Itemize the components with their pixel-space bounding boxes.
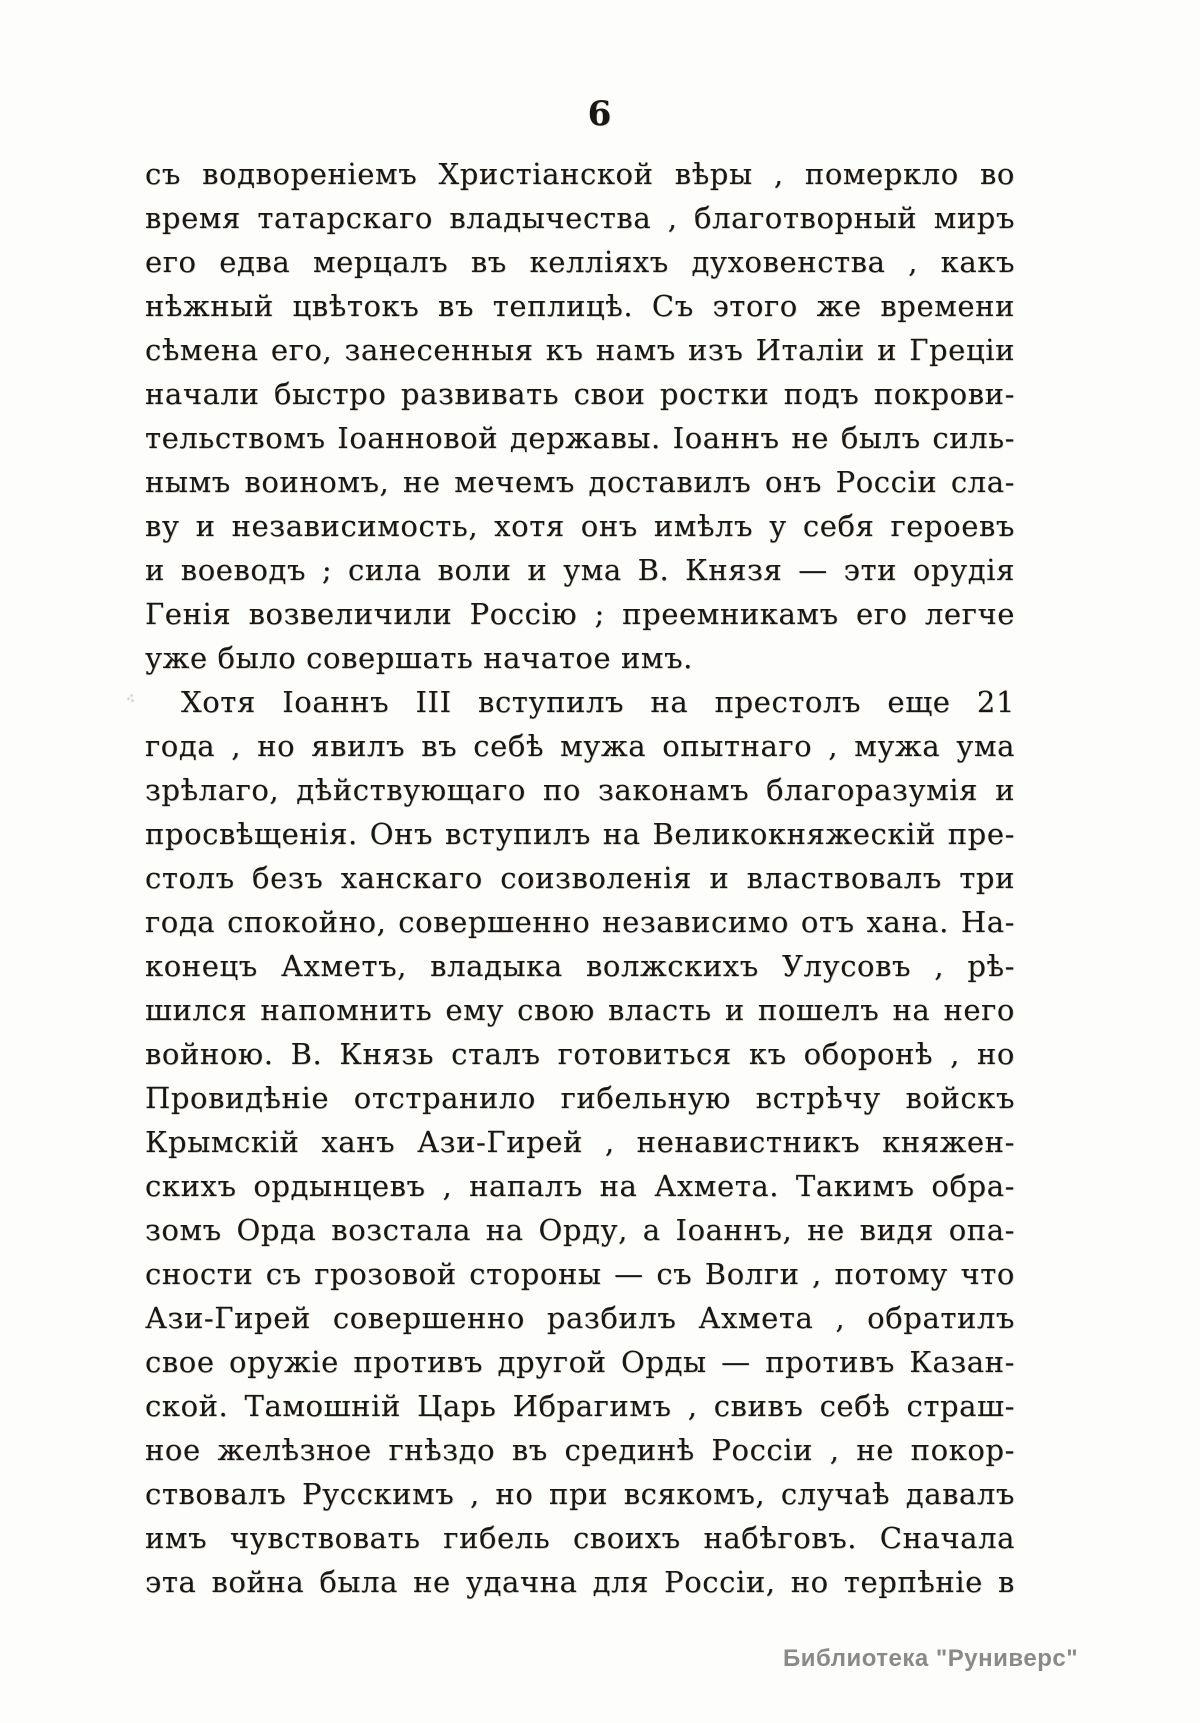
text-line: свое оружіе противъ другой Орды — противъ Казан-: [145, 1345, 1015, 1379]
text-line: конецъ Ахметъ, владыка волжскихъ Улусовъ , рѣ-: [145, 949, 1015, 983]
text-line: время татарскаго владычества , благотворный миръ: [145, 201, 1015, 235]
text-line: сности съ грозовой стороны — съ Волги , потому что: [145, 1257, 1015, 1291]
text-line: года , но явилъ въ себѣ мужа опытнаго , мужа ума: [145, 729, 1015, 763]
text-line: эта война была не удачна для Россіи, но терпѣніе в: [145, 1565, 1015, 1599]
text-line: ву и независимость, хотя онъ имѣлъ у себя героевъ: [145, 509, 1015, 543]
page-body-text: [145, 152, 1015, 1604]
text-line: тельствомъ Іоанновой державы. Іоаннъ не былъ силь-: [145, 421, 1015, 455]
text-line: Генія возвеличили Россію ; преемникамъ его легче: [145, 597, 1015, 631]
text-line: съ водвореніемъ Христіанской вѣры , померкло во: [145, 157, 1015, 191]
text-line: года спокойно, совершенно независимо отъ хана. На-: [145, 905, 1015, 939]
text-line: шился напомнить ему свою власть и пошелъ на него: [145, 993, 1015, 1027]
text-line: имъ чувствовать гибель своихъ набѣговъ. Сначала: [145, 1521, 1015, 1555]
text-line: скихъ ордынцевъ , напалъ на Ахмета. Такимъ обра-: [145, 1169, 1015, 1203]
text-line: сѣмена его, занесенныя къ намъ изъ Италіи и Греціи: [145, 333, 1015, 367]
text-line: и воеводъ ; сила воли и ума В. Князя — эти орудія: [145, 553, 1015, 587]
text-line: ской. Тамошній Царь Ибрагимъ , свивъ себѣ страш-: [145, 1389, 1015, 1423]
text-line: нѣжный цвѣтокъ въ теплицѣ. Съ этого же времени: [145, 289, 1015, 323]
text-line: Ази-Гирей совершенно разбилъ Ахмета , обратилъ: [145, 1301, 1015, 1335]
text-line: нымъ воиномъ, не мечемъ доставилъ онъ Россіи сла-: [145, 465, 1015, 499]
text-line: войною. В. Князь сталъ готовиться къ оборонѣ , но: [145, 1037, 1015, 1071]
text-line: зомъ Орда возстала на Орду, а Іоаннъ, не видя опа-: [145, 1213, 1015, 1247]
ink-smudge-artifact: ⁖: [124, 689, 137, 709]
text-line: столъ безъ ханскаго соизволенія и властвовалъ три: [145, 861, 1015, 895]
text-line: начали быстро развивать свои ростки подъ покрови-: [145, 377, 1015, 411]
library-watermark: Библиотека "Руниверс": [783, 1645, 1079, 1672]
text-line: Провидѣніе отстранило гибельную встрѣчу войскъ: [145, 1081, 1015, 1115]
text-line: уже было совершать начатое имъ.: [145, 641, 693, 675]
text-line-paragraph-start: Хотя Іоаннъ III вступилъ на престолъ еще 21: [181, 685, 1015, 719]
text-line: ное желѣзное гнѣздо въ срединѣ Россіи , не покор-: [145, 1433, 1015, 1467]
text-line: ствовалъ Русскимъ , но при всякомъ, случаѣ давалъ: [145, 1477, 1015, 1511]
text-line: зрѣлаго, дѣйствующаго по законамъ благоразумія и: [145, 773, 1015, 807]
text-line: просвѣщенія. Онъ вступилъ на Великокняжескій пре-: [145, 817, 1015, 851]
page-number: 6: [587, 94, 613, 134]
text-line: Крымскій ханъ Ази-Гирей , ненавистникъ княжен-: [145, 1125, 1015, 1159]
text-line: его едва мерцалъ въ келліяхъ духовенства , какъ: [145, 245, 1015, 279]
